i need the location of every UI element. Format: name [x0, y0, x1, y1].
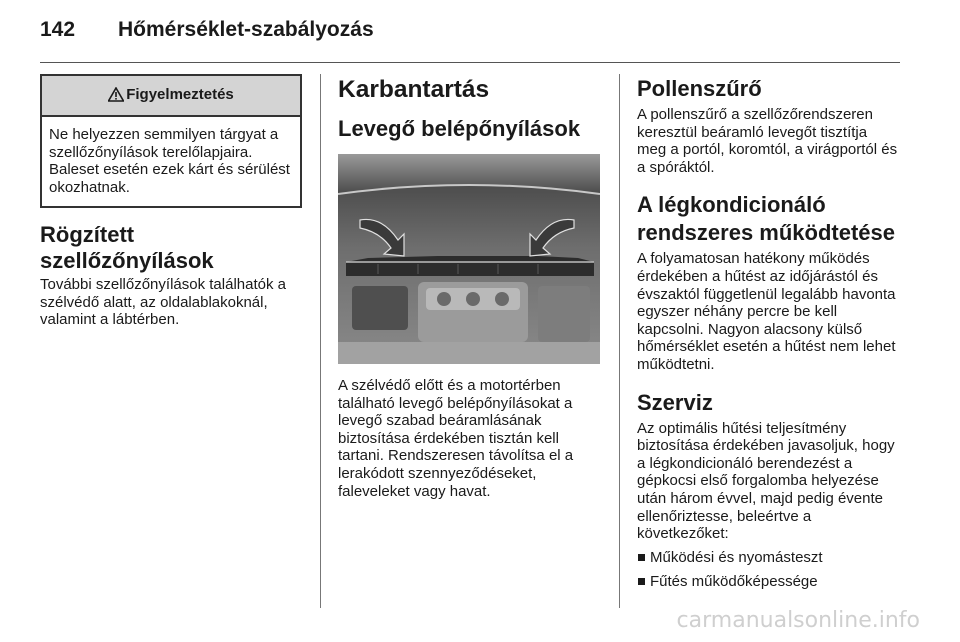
page-header [40, 18, 374, 42]
fixed-vents-heading: Rögzített szellőzőnyílások [40, 222, 214, 273]
warning-header [42, 76, 300, 117]
pollen-filter-heading: Pollenszűrő [637, 76, 762, 101]
column-divider-1 [320, 74, 321, 608]
fixed-vents-text: További szellőzőnyílások találhatók a szélvédő alatt, az oldalablakoknál, valamint a lábtérben. [40, 276, 286, 329]
warning-box [40, 74, 302, 208]
header-rule [40, 62, 900, 63]
warning-text: Ne helyezzen semmilyen tárgyat a szellőzőnyílások terelőlapjaira. Baleset esetén ezek kárt és sérülést okozhatnak. [49, 126, 290, 196]
list-item: Fűtés működőképessége [637, 573, 899, 591]
column-right [637, 74, 899, 598]
air-intake-text: A szélvédő előtt és a motortérben található levegő belépőnyílásokat a levegő szabad beáramlásának biztosítása érdekében tisztán kell tartani. Rendszeresen távolítsa el a lerakódott szennyeződéseket, faleveleket vagy havat. [338, 377, 574, 500]
ac-operation-heading-line2: rendszeres működtetése [637, 220, 895, 246]
service-heading: Szerviz [637, 389, 713, 415]
service-text: Az optimális hűtési teljesítmény biztosítása érdekében javasoljuk, hogy a légkondicionáló berendezést a gépkocsi első forgalomba helyezése után három évvel, majd pedig évente ellenőriztesse, beleértve a következőket: [637, 419, 895, 543]
maintenance-heading: Karbantartás [338, 76, 490, 103]
pollen-filter-text: A pollenszűrő a szellőzőrendszeren keresztül beáramló levegőt tisztítja meg a portól, koromtól, a virágportól és a spóráktól. [637, 106, 898, 176]
engine-bay-figure [338, 154, 600, 364]
service-checklist [637, 549, 899, 591]
warning-triangle-icon [108, 87, 124, 102]
watermark: carmanualsonline.info [676, 608, 920, 633]
air-intake-heading: Levegő belépőnyílások [338, 116, 581, 141]
column-middle [338, 74, 600, 500]
engine-bay-photo [338, 154, 600, 364]
ac-operation-heading-line1: A légkondicionáló [637, 192, 826, 218]
list-item: Működési és nyomásteszt [637, 549, 899, 567]
column-left [40, 74, 302, 329]
page-title: Hőmérséklet-szabályozás [118, 18, 374, 41]
column-divider-2 [619, 74, 620, 608]
ac-operation-text: A folyamatosan hatékony működés érdekében a hűtést az időjárástól és évszaktól függetlenül legalább havonta egyszer néhány percre be kell kapcsolni. Nagyon alacsony külső hőmérséklet esetén a hűtést nem lehet működtetni. [637, 250, 896, 373]
warning-title: Figyelmeztetés [126, 86, 234, 103]
page-number: 142 [40, 18, 76, 41]
